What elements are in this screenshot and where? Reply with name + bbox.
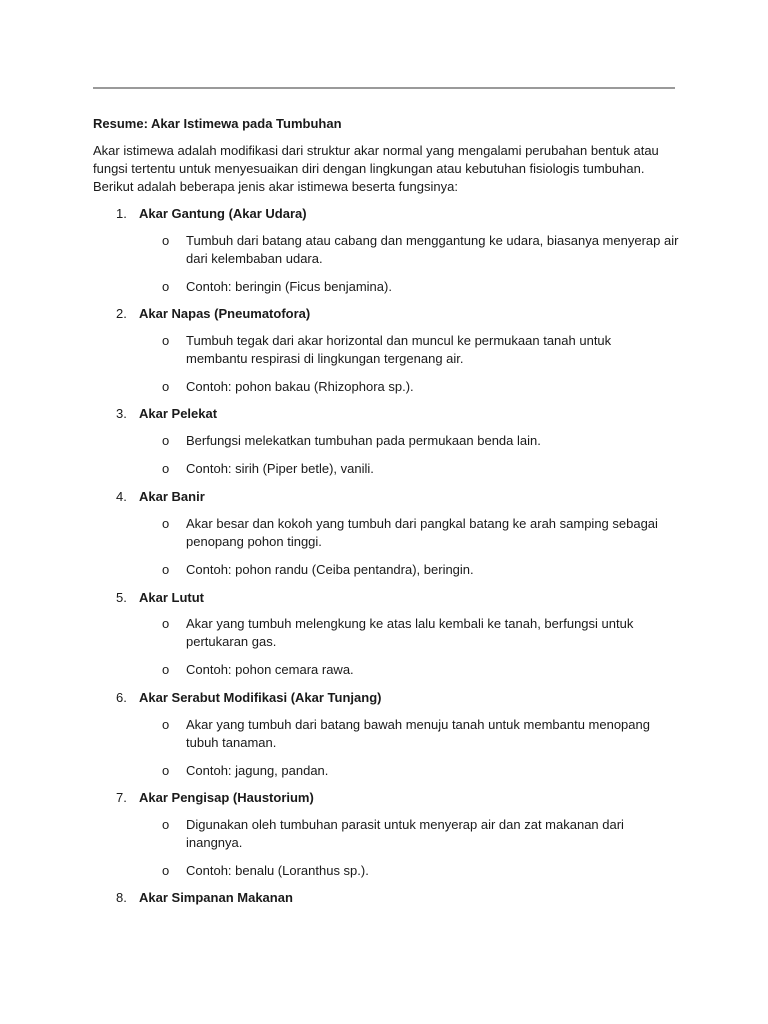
list-item-number: 4. (116, 489, 127, 504)
bullet-text (186, 278, 681, 296)
bullet-line: membantu respirasi di lingkungan tergenang air. (186, 351, 464, 366)
list-item-title: Akar Gantung (Akar Udara) (139, 206, 307, 221)
bullet-text (186, 561, 681, 579)
intro-line: fungsi tertentu untuk menyesuaikan diri dengan lingkungan atau kebutuhan fisiologis tumbuhan. (93, 161, 645, 176)
list-item-title: Akar Simpanan Makanan (139, 890, 293, 905)
bullet-marker: o (162, 516, 170, 531)
bullet-line: Contoh: pohon bakau (Rhizophora sp.). (186, 379, 414, 394)
bullet-line: Berfungsi melekatkan tumbuhan pada permukaan benda lain. (186, 433, 541, 448)
bullet-line: inangnya. (186, 835, 243, 850)
bullet-line: Contoh: sirih (Piper betle), vanili. (186, 461, 374, 476)
list-item-title: Akar Pelekat (139, 406, 218, 421)
intro-line: Berikut adalah beberapa jenis akar istimewa beserta fungsinya: (93, 179, 458, 194)
bullet-marker: o (162, 379, 170, 394)
bullet-text (186, 862, 681, 880)
list-item-number: 3. (116, 406, 127, 421)
bullet-line: Contoh: jagung, pandan. (186, 763, 329, 778)
bullet-line: pertukaran gas. (186, 634, 277, 649)
bullet-text (186, 615, 681, 651)
bullet-marker: o (162, 817, 170, 832)
intro-line: Akar istimewa adalah modifikasi dari struktur akar normal yang mengalami perubahan bentuk atau (93, 143, 659, 158)
list-item-title: Akar Pengisap (Haustorium) (139, 790, 314, 805)
bullet-text (186, 661, 681, 679)
bullet-line: Contoh: pohon randu (Ceiba pentandra), beringin. (186, 562, 474, 577)
bullet-marker: o (162, 433, 170, 448)
list-item-title: Akar Napas (Pneumatofora) (139, 306, 311, 321)
bullet-line: Akar yang tumbuh dari batang bawah menuju tanah untuk membantu menopang (186, 717, 650, 732)
bullet-line: penopang pohon tinggi. (186, 534, 322, 549)
bullet-marker: o (162, 763, 170, 778)
bullet-marker: o (162, 662, 170, 677)
bullet-marker: o (162, 562, 170, 577)
list-item-title: Akar Banir (139, 489, 205, 504)
bullet-line: tubuh tanaman. (186, 735, 277, 750)
bullet-marker: o (162, 279, 170, 294)
list-item-number: 7. (116, 790, 127, 805)
bullet-text (186, 460, 681, 478)
horizontal-rule (93, 87, 675, 89)
bullet-line: Contoh: benalu (Loranthus sp.). (186, 863, 369, 878)
bullet-text (186, 816, 681, 852)
bullet-marker: o (162, 863, 170, 878)
document-title: Resume: Akar Istimewa pada Tumbuhan (93, 116, 342, 131)
bullet-line: Akar yang tumbuh melengkung ke atas lalu kembali ke tanah, berfungsi untuk (186, 616, 634, 631)
list-item-number: 5. (116, 590, 127, 605)
list-item-title: Akar Lutut (139, 590, 204, 605)
list-item-number: 6. (116, 690, 127, 705)
bullet-text (186, 762, 681, 780)
bullet-marker: o (162, 717, 170, 732)
bullet-line: Contoh: beringin (Ficus benjamina). (186, 279, 392, 294)
bullet-text (186, 332, 681, 368)
intro-paragraph (93, 142, 678, 196)
bullet-marker: o (162, 616, 170, 631)
bullet-line: Akar besar dan kokoh yang tumbuh dari pangkal batang ke arah samping sebagai (186, 516, 658, 531)
list-item-number: 8. (116, 890, 127, 905)
bullet-line: dari kelembaban udara. (186, 251, 323, 266)
bullet-text (186, 232, 681, 268)
bullet-text (186, 515, 681, 551)
bullet-line: Tumbuh tegak dari akar horizontal dan muncul ke permukaan tanah untuk (186, 333, 612, 348)
bullet-text (186, 716, 681, 752)
bullet-line: Digunakan oleh tumbuhan parasit untuk menyerap air dan zat makanan dari (186, 817, 624, 832)
bullet-marker: o (162, 461, 170, 476)
list-item-title: Akar Serabut Modifikasi (Akar Tunjang) (139, 690, 382, 705)
bullet-text (186, 378, 681, 396)
bullet-marker: o (162, 233, 170, 248)
list-item-number: 1. (116, 206, 127, 221)
bullet-text (186, 432, 681, 450)
bullet-marker: o (162, 333, 170, 348)
bullet-line: Contoh: pohon cemara rawa. (186, 662, 354, 677)
bullet-line: Tumbuh dari batang atau cabang dan menggantung ke udara, biasanya menyerap air (186, 233, 679, 248)
list-item-number: 2. (116, 306, 127, 321)
